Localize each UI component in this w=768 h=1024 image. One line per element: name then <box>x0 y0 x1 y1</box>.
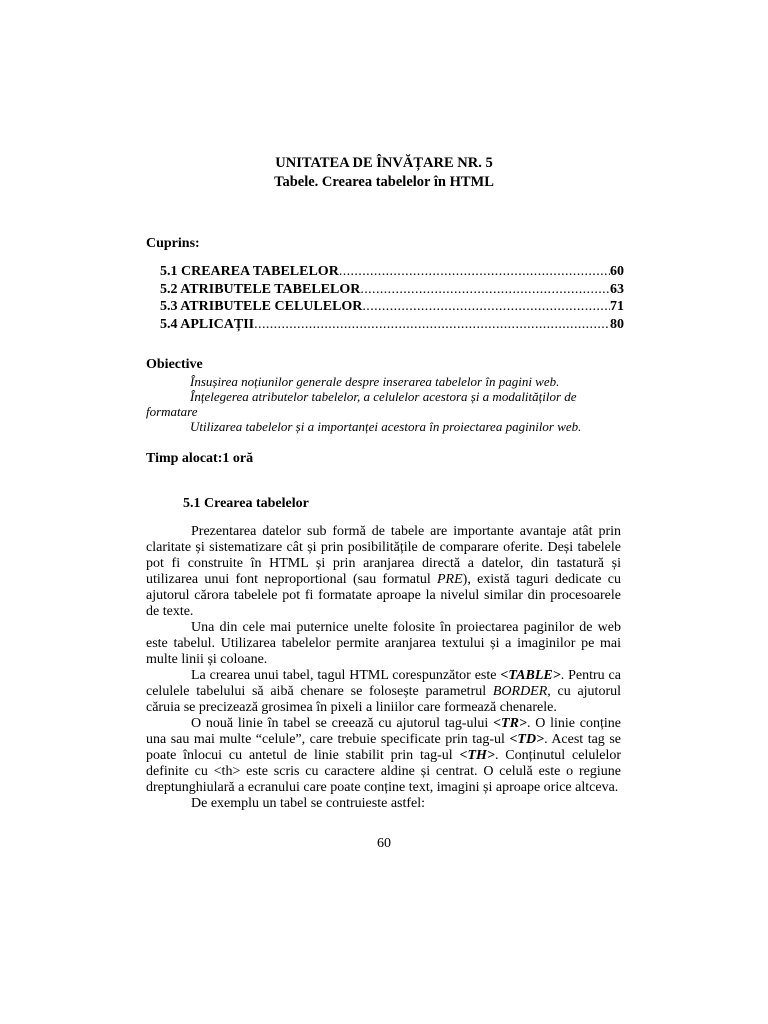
toc-leader-dots <box>362 299 610 315</box>
objective-line: Utilizarea tabelelor și a importanței acestora în proiectarea paginilor web. <box>190 419 582 434</box>
toc-leader-dots <box>254 317 610 333</box>
toc-item-page: 60 <box>610 264 624 279</box>
toc-item <box>160 299 624 317</box>
toc-item-title: 5.1 CREAREA TABELELOR <box>160 264 339 279</box>
toc-item <box>160 317 624 335</box>
paragraph: De exemplu un tabel se contruieste astfel: <box>191 796 426 811</box>
unit-subtitle: Tabele. Crearea tabelelor în HTML <box>274 174 494 190</box>
table-of-contents <box>160 264 624 334</box>
border-term: BORDER <box>492 684 548 699</box>
toc-item-page: 80 <box>610 316 624 332</box>
paragraph: Prezentarea datelor sub formă de tabele are importante avantaje atât prin claritate și sistematizare cât și prin posibilitățile de comparare oferite. Deși tabelele pot fi construite în HTML și prin aranjarea directă a datelor, din tastatură și utilizarea unui font neproportional (sau formatul PRE), există taguri dedicate cu ajutorul cărora tabelele pot fi formatate aproape la nivelul similar din procesoarele de texte. <box>146 524 621 619</box>
toc-item <box>160 264 624 282</box>
toc-item <box>160 282 624 300</box>
toc-item-page: 71 <box>610 299 624 314</box>
objective-line: Însușirea noțiunilor generale despre inserarea tabelelor în pagini web. <box>190 374 560 389</box>
section-body <box>146 524 621 812</box>
th-tag: <TH> <box>459 748 495 763</box>
objective-line: Înțelegerea atributelor tabelelor, a celulelor acestora și a modalităților de <box>190 389 577 404</box>
section-heading: 5.1 Crearea tabelelor <box>183 496 309 511</box>
unit-title: UNITATEA DE ÎNVĂȚARE NR. 5 <box>275 155 493 171</box>
toc-item-title: 5.2 ATRIBUTELE TABELELOR <box>160 281 361 297</box>
page-number: 60 <box>377 836 391 851</box>
tr-tag: <TR> <box>493 716 527 731</box>
allocated-time: Timp alocat:1 oră <box>146 451 254 466</box>
objectives-label: Obiective <box>146 357 203 372</box>
toc-leader-dots <box>360 282 610 298</box>
pre-term: PRE <box>437 572 463 587</box>
toc-item-page: 63 <box>610 281 624 297</box>
td-tag: <TD> <box>509 732 545 747</box>
paragraph: La crearea unui tabel, tagul HTML corespunzător este <TABLE>. Pentru ca celulele tabelului să aibă chenare se folosește parametrul BORDER, cu ajutorul căruia se precizează grosimea în pixeli a liniilor care formează chenarele. <box>146 668 621 715</box>
paragraph: O nouă linie în tabel se creează cu ajutorul tag-ului <TR>. O linie conține una sau mai multe “celule”, care trebuie specificate prin tag-ul <TD>. Acest tag se poate înlocui cu antetul de linie stabilit prin tag-ul <TH>. Conținutul celulelor definite cu <th> este scris cu caractere aldine și centrat. O celulă este o regiune dreptunghiulară a ecranului care poate conține text, imagini și aproape orice altceva. <box>146 716 621 795</box>
toc-item-title: 5.3 ATRIBUTELE CELULELOR <box>160 299 363 314</box>
objective-line: formatare <box>146 404 198 419</box>
table-tag: <TABLE> <box>500 668 561 683</box>
paragraph: Una din cele mai puternice unelte folosite în proiectarea paginilor de web este tabelul. Utilizarea tabelelor permite aranjarea textului și a imaginilor pe mai multe linii și coloane. <box>146 620 621 667</box>
toc-leader-dots <box>339 264 610 280</box>
toc-item-title: 5.4 APLICAȚII <box>160 316 255 332</box>
contents-label: Cuprins: <box>146 236 200 251</box>
